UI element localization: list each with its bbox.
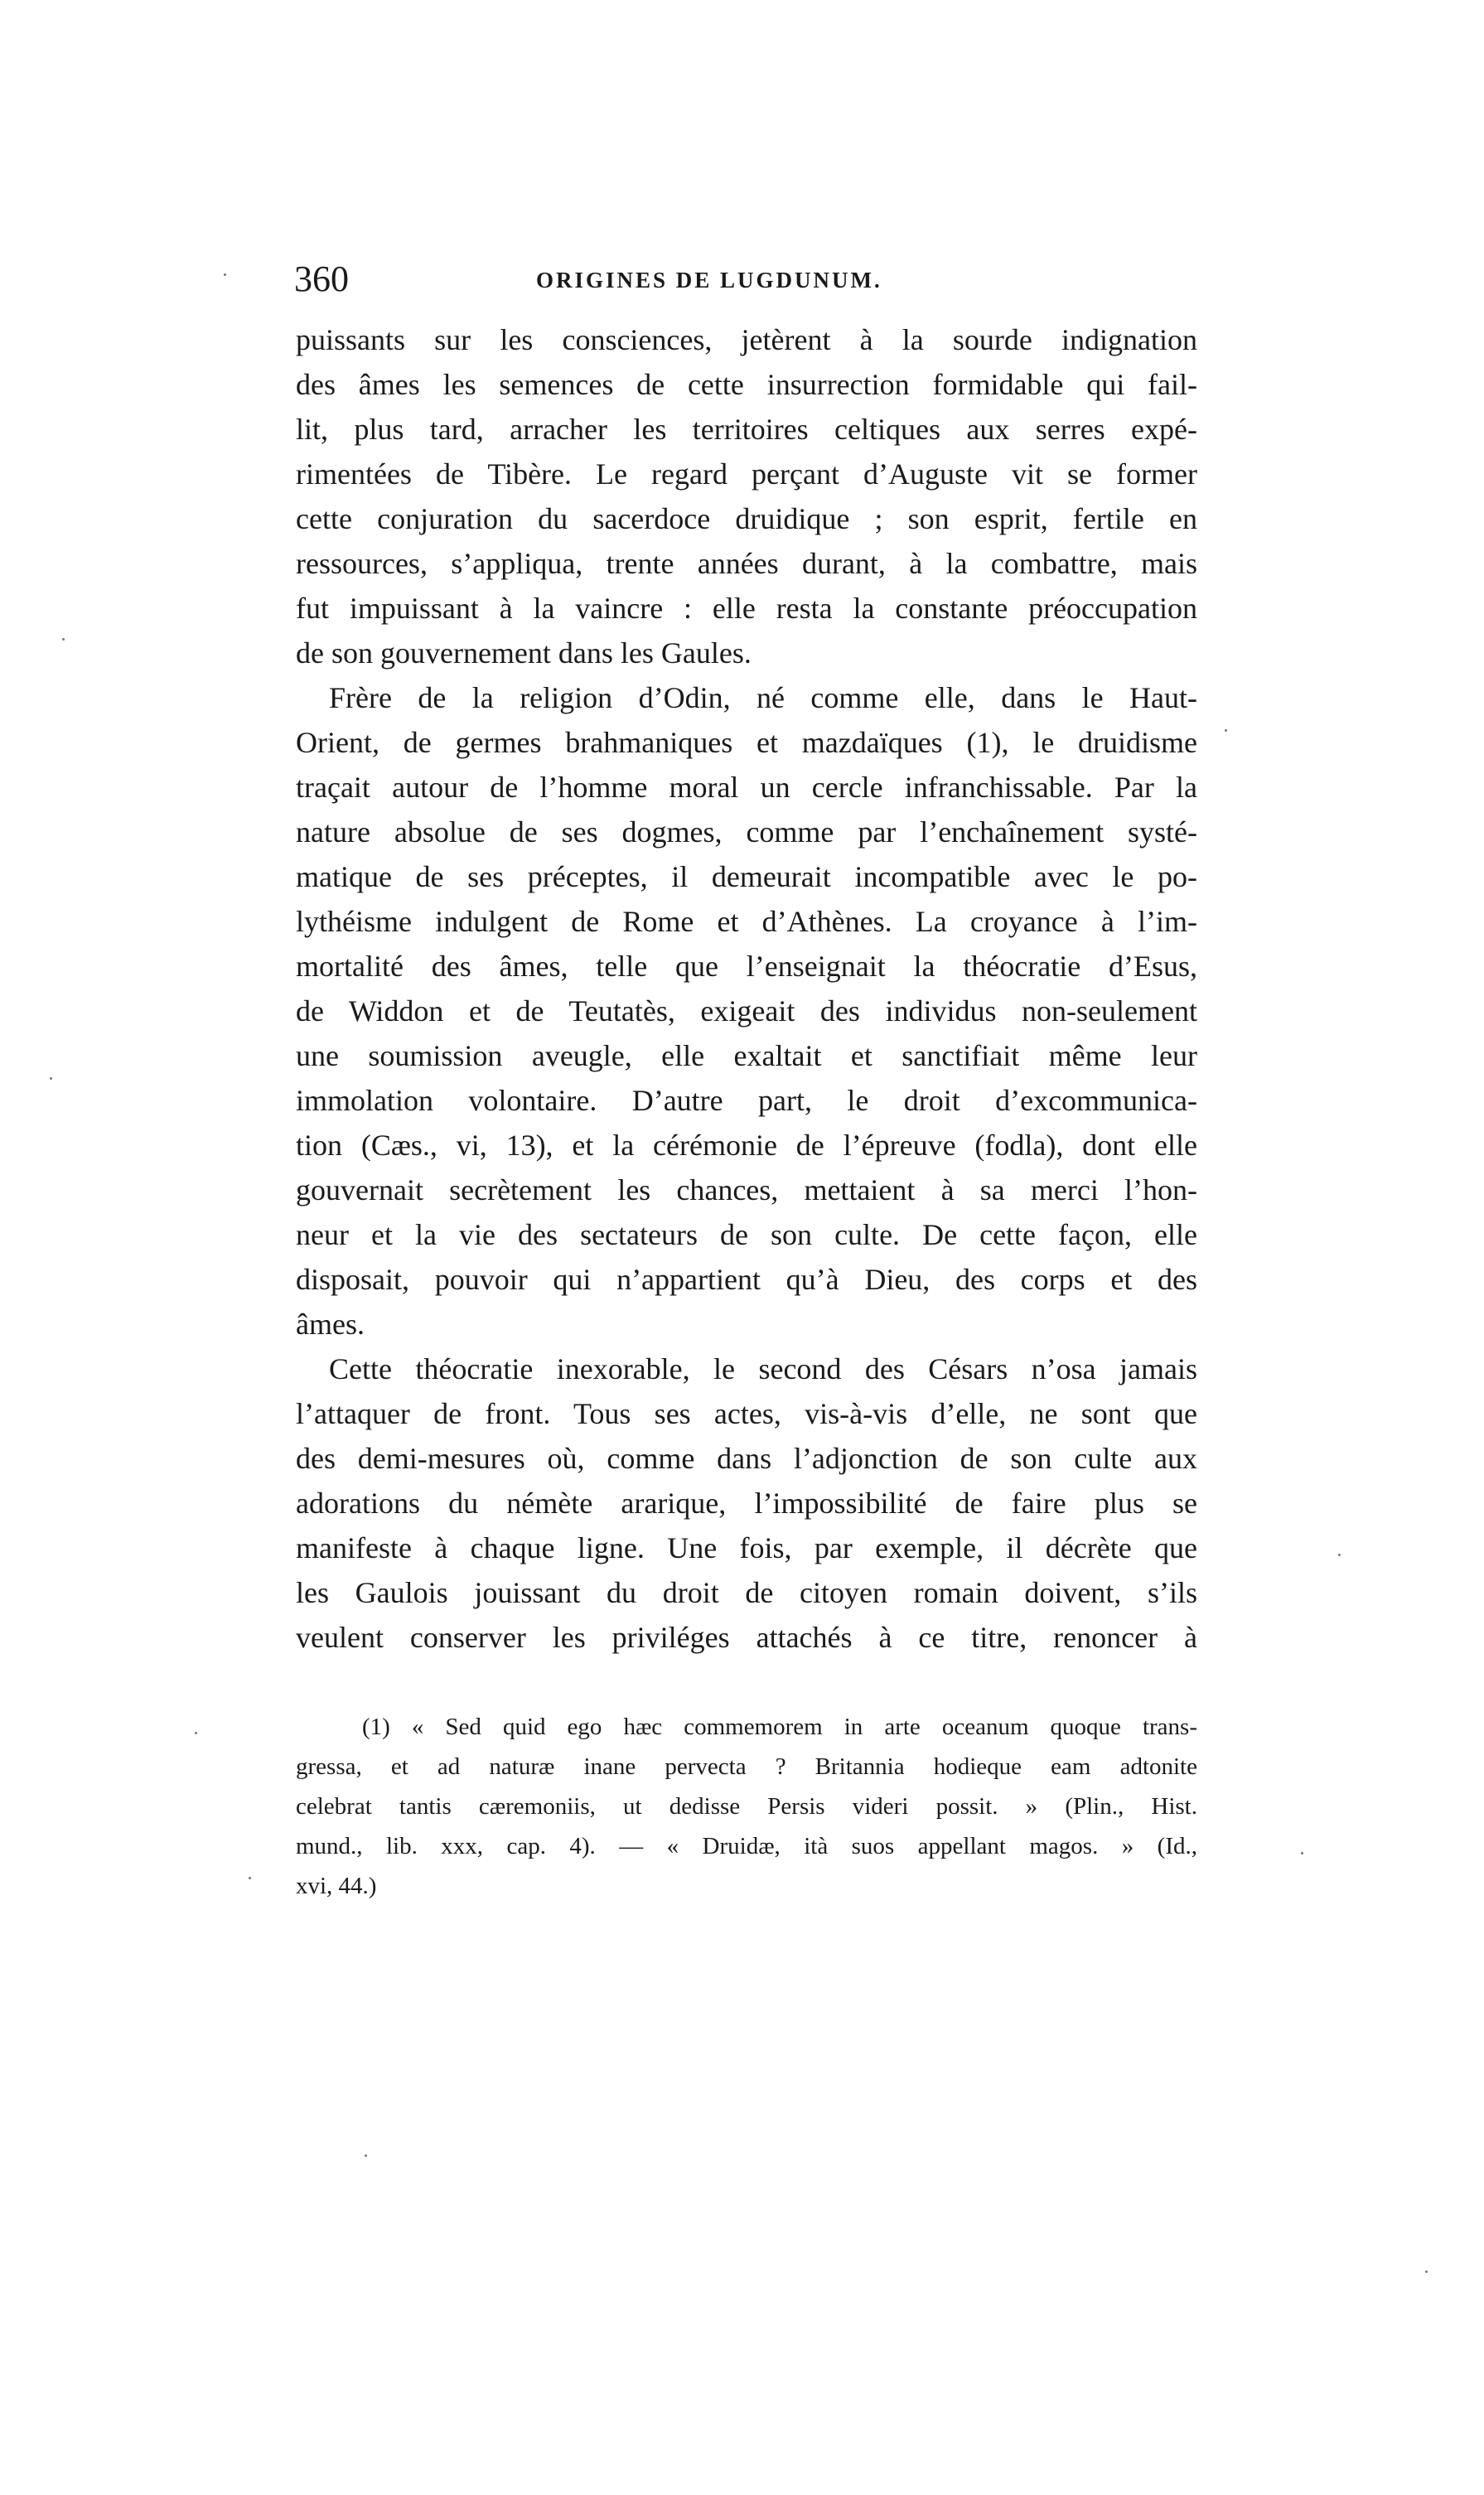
scan-speck [1301, 1852, 1303, 1854]
footnote-line: xvi, 44.) [296, 1873, 377, 1899]
text-line: des âmes les semences de cette insurrection formidable qui fail- [296, 368, 1197, 401]
text-line: une soumission aveugle, elle exaltait et sanctifiait même leur [296, 1039, 1197, 1072]
text-line: de son gouvernement dans les Gaules. [296, 636, 752, 670]
text-line: matique de ses préceptes, il demeurait incompatible avec le po- [296, 860, 1197, 893]
scan-speck [249, 1877, 251, 1879]
page-number: 360 [294, 259, 349, 299]
text-line: immolation volontaire. D’autre part, le droit d’excommunica- [296, 1084, 1197, 1117]
scan-speck [365, 2154, 367, 2157]
text-line: disposait, pouvoir qui n’appartient qu’à Dieu, des corps et des [296, 1263, 1197, 1296]
paragraph-start: Cette théocratie inexorable, le second des Césars n’osa jamais [329, 1352, 1197, 1385]
text-line: mortalité des âmes, telle que l’enseignait la théocratie d’Esus, [296, 950, 1197, 983]
text-line: Orient, de germes brahmaniques et mazdaïques (1), le druidisme [296, 726, 1197, 759]
text-line: ressources, s’appliqua, trente années durant, à la combattre, mais [296, 547, 1197, 580]
text-line: traçait autour de l’homme moral un cercle infranchissable. Par la [296, 771, 1197, 804]
text-line: fut impuissant à la vaincre : elle resta la constante préoccupation [296, 592, 1197, 625]
text-line: des demi-mesures où, comme dans l’adjonction de son culte aux [296, 1442, 1197, 1475]
text-line: rimentées de Tibère. Le regard perçant d’Auguste vit se former [296, 457, 1197, 491]
footnotes [296, 1707, 1197, 1906]
paragraph-start: Frère de la religion d’Odin, né comme elle, dans le Haut- [329, 681, 1197, 714]
text-line: de Widdon et de Teutatès, exigeait des individus non-seulement [296, 994, 1197, 1027]
footnote-line: gressa, et ad naturæ inane pervecta ? Britannia hodieque eam adtonite [296, 1753, 1197, 1780]
text-line: manifeste à chaque ligne. Une fois, par exemple, il décrète que [296, 1531, 1197, 1564]
footnote-line: (1) « Sed quid ego hæc commemorem in arte oceanum quoque trans- [362, 1714, 1197, 1740]
body-text [296, 317, 1197, 1660]
page-header [294, 259, 1201, 300]
text-line: neur et la vie des sectateurs de son culte. De cette façon, elle [296, 1218, 1197, 1251]
scan-speck [1338, 1554, 1341, 1556]
text-line: cette conjuration du sacerdoce druidique ; son esprit, fertile en [296, 502, 1197, 535]
text-line: les Gaulois jouissant du droit de citoyen romain doivent, s’ils [296, 1576, 1197, 1609]
text-line: adorations du némète ararique, l’impossibilité de faire plus se [296, 1487, 1197, 1520]
scan-speck [224, 273, 226, 276]
scan-speck [195, 1732, 197, 1734]
text-line: veulent conserver les priviléges attachés à ce titre, renoncer à [296, 1621, 1197, 1654]
scan-speck [1225, 729, 1227, 732]
text-line: lythéisme indulgent de Rome et d’Athènes. La croyance à l’im- [296, 905, 1197, 938]
text-line: nature absolue de ses dogmes, comme par l’enchaînement systé- [296, 815, 1197, 849]
text-line: lit, plus tard, arracher les territoires celtiques aux serres expé- [296, 413, 1197, 446]
footnote-line: mund., lib. xxx, cap. 4). — « Druidæ, ità suos appellant magos. » (Id., [296, 1833, 1197, 1859]
running-head: ORIGINES DE LUGDUNUM. [536, 268, 882, 293]
text-line: âmes. [296, 1308, 365, 1341]
text-line: tion (Cæs., vi, 13), et la cérémonie de l’épreuve (fodla), dont elle [296, 1129, 1197, 1162]
footnote-line: celebrat tantis cæremoniis, ut dedisse Persis videri possit. » (Plin., Hist. [296, 1793, 1197, 1820]
scan-speck [1425, 2270, 1428, 2273]
scan-speck [62, 638, 65, 641]
text-line: gouvernait secrètement les chances, mettaient à sa merci l’hon- [296, 1173, 1197, 1206]
scan-speck [50, 1077, 52, 1080]
text-line: l’attaquer de front. Tous ses actes, vis-à-vis d’elle, ne sont que [296, 1397, 1197, 1430]
text-line: puissants sur les consciences, jetèrent à la sourde indignation [296, 323, 1197, 356]
